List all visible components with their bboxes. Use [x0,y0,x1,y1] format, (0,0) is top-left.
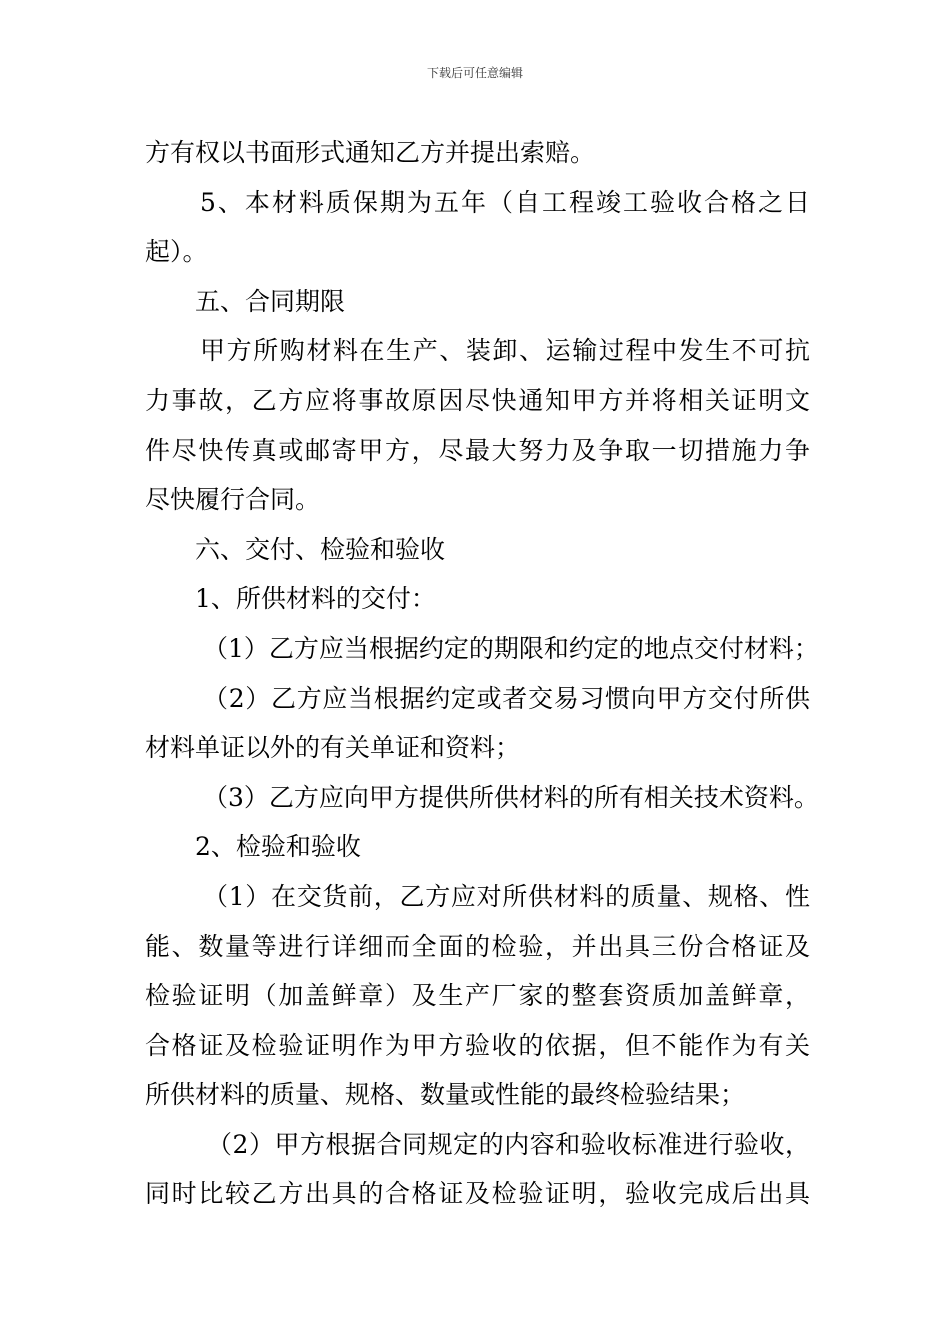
page-header: 下载后可任意编辑 [426,66,523,80]
paragraph-line: （1）乙方应当根据约定的期限和约定的地点交付材料； [203,633,819,663]
paragraph-line: （3）乙方应向甲方提供所供材料的所有相关技术资料。 [203,782,819,812]
paragraph-line: 5、本材料质保期为五年（自工程竣工验收合格之日 [200,187,810,217]
paragraph-line: 同时比较乙方出具的合格证及检验证明，验收完成后出具 [145,1179,810,1209]
document-body [145,128,819,1219]
subsection-heading: 1、所供材料的交付： [195,584,436,614]
paragraph-line: 合格证及检验证明作为甲方验收的依据，但不能作为有关 [145,1030,810,1060]
subsection-heading: 2、检验和验收 [195,832,361,862]
paragraph-line: 尽快履行合同。 [145,485,321,515]
paragraph-line: （2）乙方应当根据约定或者交易习惯向甲方交付所供 [203,683,810,713]
paragraph-line: 起）。 [145,237,208,267]
paragraph-line: 检验证明（加盖鲜章）及生产厂家的整套资质加盖鲜章， [145,981,810,1011]
paragraph-line: 方有权以书面形式通知乙方并提出索赔。 [145,138,596,167]
paragraph-line: 件尽快传真或邮寄甲方，尽最大努力及争取一切措施力争 [145,435,810,465]
paragraph-line: （2）甲方根据合同规定的内容和验收标准进行验收， [207,1129,810,1159]
section-heading: 五、合同期限 [195,286,346,316]
paragraph-line: 甲方所购材料在生产、装卸、运输过程中发生不可抗 [200,336,810,366]
paragraph-line: 所供材料的质量、规格、数量或性能的最终检验结果； [145,1080,746,1110]
paragraph-line: （1）在交货前，乙方应对所供材料的质量、规格、性 [203,881,810,911]
paragraph-line: 材料单证以外的有关单证和资料； [145,733,521,763]
section-heading: 六、交付、检验和验收 [195,534,446,564]
paragraph-line: 力事故，乙方应将事故原因尽快通知甲方并将相关证明文 [145,385,810,415]
paragraph-line: 能、数量等进行详细而全面的检验，并出具三份合格证及 [145,931,810,961]
